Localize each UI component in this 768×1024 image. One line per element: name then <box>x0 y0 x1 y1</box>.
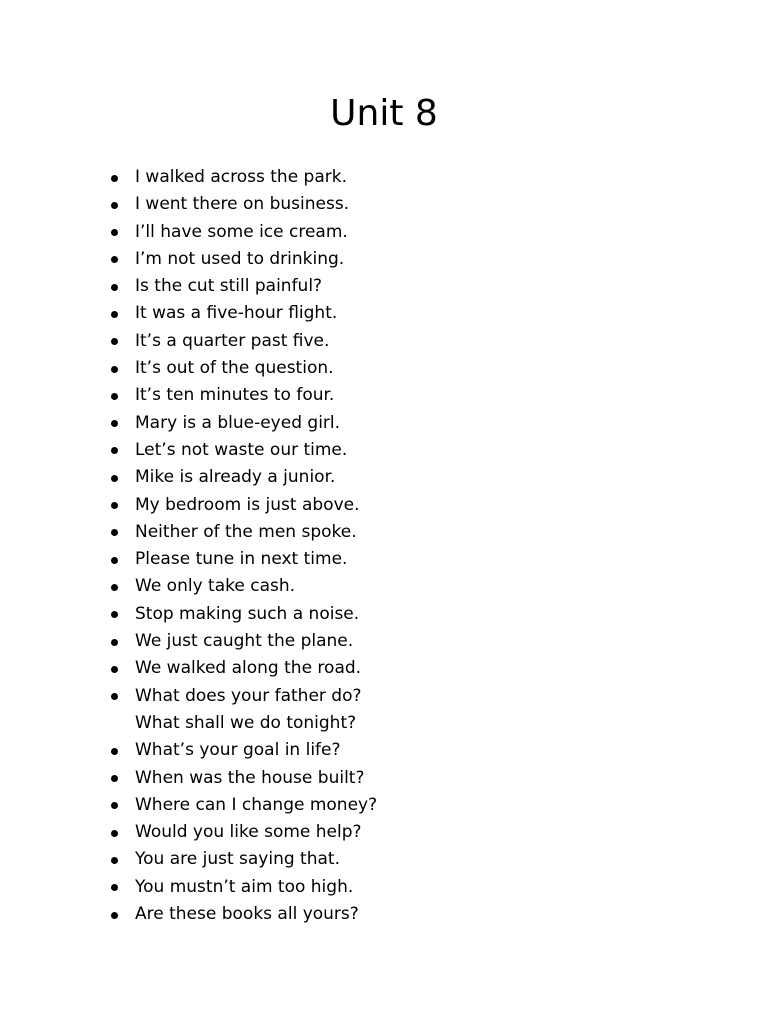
list-item <box>108 382 377 409</box>
list-item <box>108 655 377 682</box>
bullet-icon <box>111 366 118 373</box>
list-item-text: We only take cash. <box>135 576 296 597</box>
bullet-icon <box>111 693 118 700</box>
bullet-icon <box>111 447 118 454</box>
list-item-text: You are just saying that. <box>135 849 340 870</box>
list-item <box>108 792 377 819</box>
bullet-icon <box>111 802 118 809</box>
list-item <box>108 846 377 873</box>
list-item-text: Neither of the men spoke. <box>135 521 357 542</box>
list-item <box>108 464 377 491</box>
list-item-text: Is the cut still painful? <box>135 276 323 297</box>
list-item <box>108 164 377 191</box>
list-item-text: I went there on business. <box>135 194 350 215</box>
list-item <box>108 519 377 546</box>
list-item <box>108 219 377 246</box>
list-item <box>108 328 377 355</box>
bullet-icon <box>111 666 118 673</box>
list-item-text: It’s a quarter past five. <box>135 330 330 351</box>
bullet-icon <box>111 748 118 755</box>
list-item-text: Mike is already a junior. <box>135 467 336 488</box>
list-item-text: What does your father do? <box>135 685 362 706</box>
list-item <box>108 737 377 764</box>
bullet-icon <box>111 857 118 864</box>
list-item <box>108 628 377 655</box>
bullet-icon <box>111 912 118 919</box>
list-item-text: Stop making such a noise. <box>135 603 360 624</box>
list-item <box>108 874 377 901</box>
list-item-text: Let’s not waste our time. <box>135 439 348 460</box>
list-item-text: It was a five-hour flight. <box>135 303 338 324</box>
list-item-text: You mustn’t aim too high. <box>135 876 354 897</box>
bullet-icon <box>111 611 118 618</box>
list-item <box>108 819 377 846</box>
bullet-icon <box>111 175 118 182</box>
bullet-icon <box>111 420 118 427</box>
list-item <box>108 573 377 600</box>
bullet-icon <box>111 202 118 209</box>
bullet-icon <box>111 256 118 263</box>
list-item-text: It’s ten minutes to four. <box>135 385 335 406</box>
list-item <box>108 410 377 437</box>
bullet-icon <box>111 775 118 782</box>
list-item-text: I walked across the park. <box>135 167 348 187</box>
list-item <box>108 355 377 382</box>
list-item-text: Where can I change money? <box>135 794 378 815</box>
sentence-list <box>108 164 377 928</box>
bullet-icon <box>111 338 118 345</box>
list-item <box>108 300 377 327</box>
list-item-text: When was the house built? <box>135 767 365 788</box>
bullet-icon <box>111 884 118 891</box>
bullet-icon <box>111 311 118 318</box>
list-item-text: We walked along the road. <box>135 658 362 679</box>
list-item-text: Mary is a blue-eyed girl. <box>135 412 341 433</box>
bullet-icon <box>111 284 118 291</box>
bullet-icon <box>111 475 118 482</box>
bullet-icon <box>111 229 118 236</box>
page-title: Unit 8 <box>330 93 438 134</box>
list-item-text: What shall we do tonight? <box>135 712 357 733</box>
list-item-text: I’m not used to drinking. <box>135 248 345 269</box>
list-item-text: Would you like some help? <box>135 822 362 843</box>
list-item <box>108 546 377 573</box>
list-item <box>108 191 377 218</box>
list-item <box>108 492 377 519</box>
list-item-text: My bedroom is just above. <box>135 494 360 515</box>
bullet-icon <box>111 502 118 509</box>
bullet-icon <box>111 830 118 837</box>
bullet-icon <box>111 584 118 591</box>
list-item-text: I’ll have some ice cream. <box>135 221 348 242</box>
list-item-text: Please tune in next time. <box>135 549 348 570</box>
list-item <box>108 246 377 273</box>
list-item-text: What’s your goal in life? <box>135 740 341 761</box>
list-item <box>108 437 377 464</box>
list-item-text: It’s out of the question. <box>135 358 334 379</box>
list-item-text: We just caught the plane. <box>135 631 354 652</box>
bullet-icon <box>111 393 118 400</box>
list-item-text: Are these books all yours? <box>135 904 359 925</box>
list-item <box>108 901 377 928</box>
bullet-icon <box>111 639 118 646</box>
bullet-icon <box>111 529 118 536</box>
list-item <box>108 710 377 737</box>
list-item <box>108 683 377 710</box>
list-item <box>108 273 377 300</box>
bullet-icon <box>111 557 118 564</box>
list-item <box>108 765 377 792</box>
list-item <box>108 601 377 628</box>
